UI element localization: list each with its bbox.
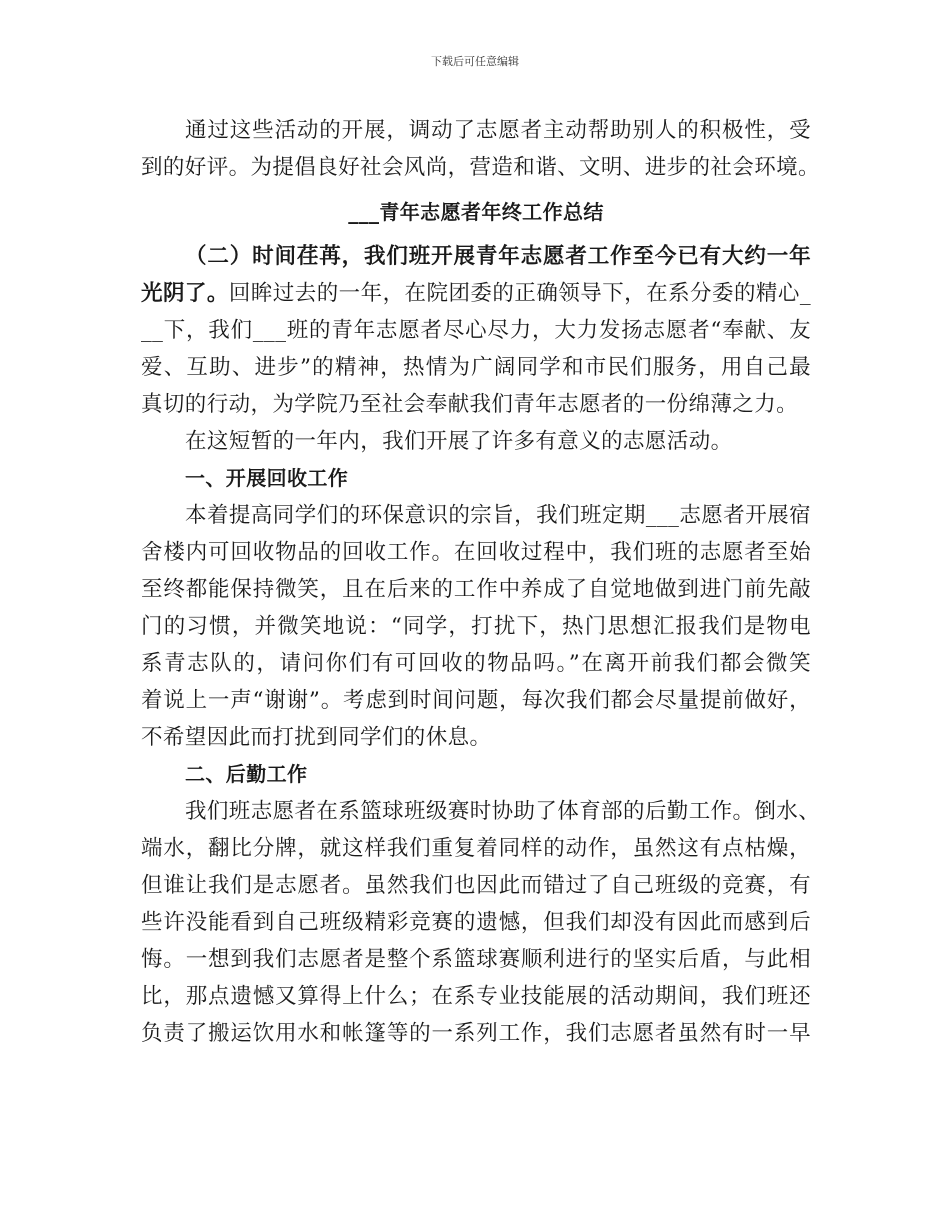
document-body <box>141 112 821 1052</box>
paragraph-text: 回眸过去的一年，在院团委的正确领导下，在系分委的精心_ <box>228 281 811 306</box>
paragraph-line: 到的好评。为提倡良好社会风尚，营造和谐、文明、进步的社会环境。 <box>141 155 820 180</box>
paragraph-line: 至终都能保持微笑，且在后来的工作中养成了自觉地做到进门前先敲 <box>141 577 811 602</box>
paragraph-line: 门的习惯，并微笑地说：“同学，打扰下，热门思想汇报我们是物电 <box>141 614 811 639</box>
paragraph-line: 爱、互助、进步”的精神，热情为广阔同学和市民们服务，用自己最 <box>141 355 811 380</box>
paragraph-line: 不希望因此而打扰到同学们的休息。 <box>141 725 492 750</box>
paragraph-line: 端水，翻比分牌，就这样我们重复着同样的动作，虽然这有点枯燥， <box>141 836 811 861</box>
page-header: 下载后可任意编辑 <box>431 55 519 68</box>
paragraph-line: 负责了搬运饮用水和帐篷等的一系列工作，我们志愿者虽然有时一早 <box>141 1021 811 1046</box>
paragraph-line: 比，那点遗憾又算得上什么；在系专业技能展的活动期间，我们班还 <box>141 984 811 1009</box>
paragraph-line: 我们班志愿者在系篮球班级赛时协助了体育部的后勤工作。倒水、 <box>185 799 821 824</box>
paragraph-line: 着说上一声“谢谢”。考虑到时间问题，每次我们都会尽量提前做好， <box>141 688 811 713</box>
paragraph-line: 悔。一想到我们志愿者是整个系篮球赛顺利进行的坚实后盾，与此相 <box>141 947 811 972</box>
document-title: ___青年志愿者年终工作总结 <box>348 200 604 224</box>
paragraph-line: __下，我们___班的青年志愿者尽心尽力，大力发扬志愿者“奉献、友 <box>141 318 811 343</box>
paragraph-line: 本着提高同学们的环保意识的宗旨，我们班定期___志愿者开展宿 <box>185 503 811 528</box>
bold-lead-text: 光阴了。 <box>141 281 229 306</box>
paragraph-line <box>141 275 811 312</box>
paragraph-line: 些许没能看到自己班级精彩竞赛的遗憾，但我们却没有因此而感到后 <box>141 910 811 935</box>
paragraph-line: 真切的行动，为学院乃至社会奉献我们青年志愿者的一份绵薄之力。 <box>141 392 799 417</box>
paragraph-line: 在这短暂的一年内，我们开展了许多有意义的志愿活动。 <box>185 429 733 454</box>
paragraph-line: 通过这些活动的开展，调动了志愿者主动帮助别人的积极性，受 <box>185 118 811 143</box>
paragraph-line: 系青志队的，请问你们有可回收的物品吗。”在离开前我们都会微笑 <box>141 651 811 676</box>
bold-lead-line: （二）时间荏苒，我们班开展青年志愿者工作至今已有大约一年 <box>185 244 811 269</box>
paragraph-line: 舍楼内可回收物品的回收工作。在回收过程中，我们班的志愿者至始 <box>141 540 811 565</box>
section-heading: 二、后勤工作 <box>185 762 308 786</box>
section-heading: 一、开展回收工作 <box>185 466 349 490</box>
paragraph-line: 但谁让我们是志愿者。虽然我们也因此而错过了自己班级的竞赛，有 <box>141 873 811 898</box>
